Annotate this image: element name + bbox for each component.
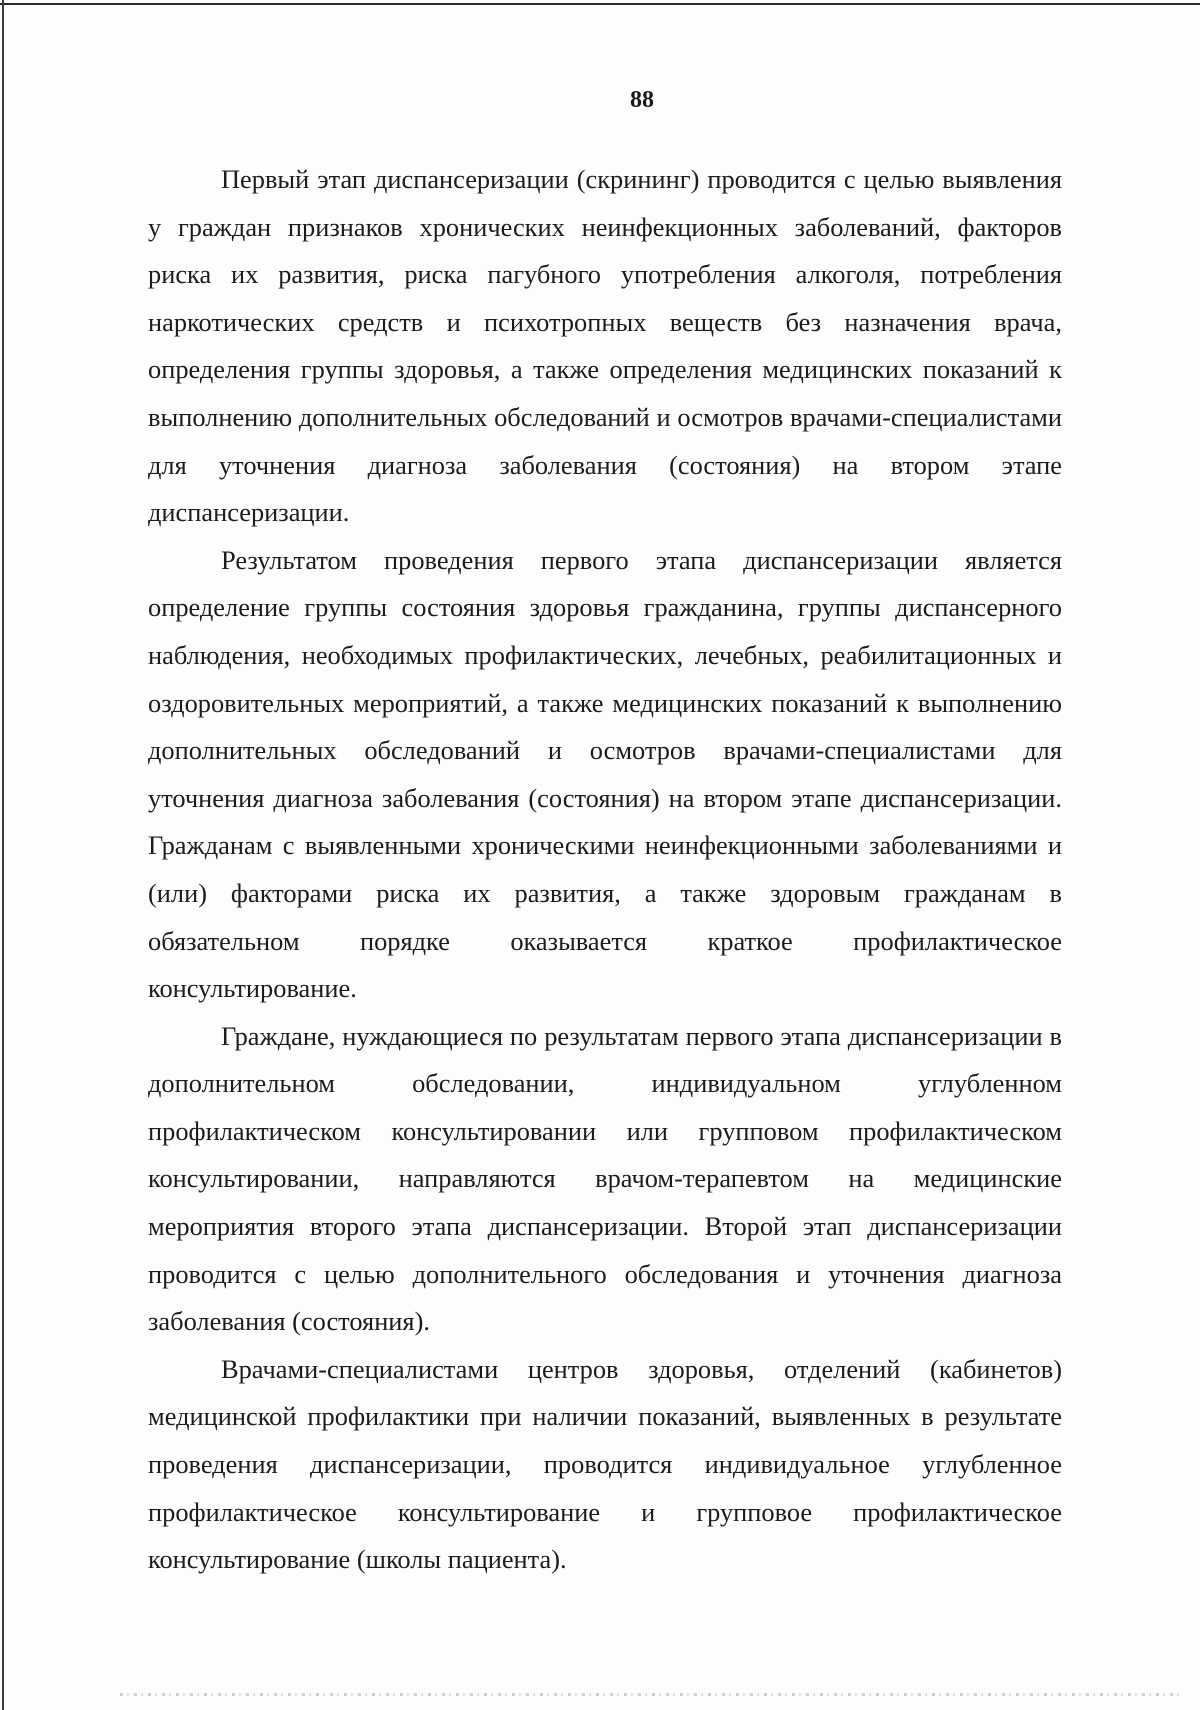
paragraph-4: Врачами-специалистами центров здоровья, отделений (кабинетов) медицинской профилактики при наличии показаний, выявленных в результате проведения диспансеризации, проводится индивидуальное углубленное профилактическое консультирование и групповое профилактическое консультирование (школы пациента). (148, 1353, 1062, 1575)
scan-left-edge (2, 0, 4, 1710)
scan-top-edge (0, 3, 1200, 5)
paragraph-1: Первый этап диспансеризации (скрининг) проводится с целью выявления у граждан признаков хронических неинфекционных заболеваний, факторов риска их развития, риска пагубного употребления алкоголя, потребления наркотических средств и психотропных веществ без назначения врача, определения группы здоровья, а также определения медицинских показаний к выполнению дополнительных обследований и осмотров врачами-специалистами для уточнения диагноза заболевания (состояния) на втором этапе диспансеризации. (148, 164, 1062, 528)
paragraph-2: Результатом проведения первого этапа диспансеризации является определение группы состояния здоровья гражданина, группы диспансерного наблюдения, необходимых профилактических, лечебных, реабилитационных и оздоровительных мероприятий, а также медицинских показаний к выполнению дополнительных обследований и осмотров врачами-специалистами для уточнения диагноза заболевания (состояния) на втором этапе диспансеризации. Гражданам с выявленными хроническими неинфекционными заболеваниями и (или) факторами риска их развития, а также здоровым гражданам в обязательном порядке оказывается краткое профилактическое консультирование. (148, 544, 1062, 1004)
page-number: 88 (630, 87, 654, 113)
scan-bottom-noise (120, 1693, 1180, 1696)
paragraph-3: Граждане, нуждающиеся по результатам первого этапа диспансеризации в дополнительном обследовании, индивидуальном углубленном профилактическом консультировании или групповом профилактическом консультировании, направляются врачом-терапевтом на медицинские мероприятия второго этапа диспансеризации. Второй этап диспансеризации проводится с целью дополнительного обследования и уточнения диагноза заболевания (состояния). (148, 1020, 1062, 1337)
body-text (148, 156, 1062, 1584)
